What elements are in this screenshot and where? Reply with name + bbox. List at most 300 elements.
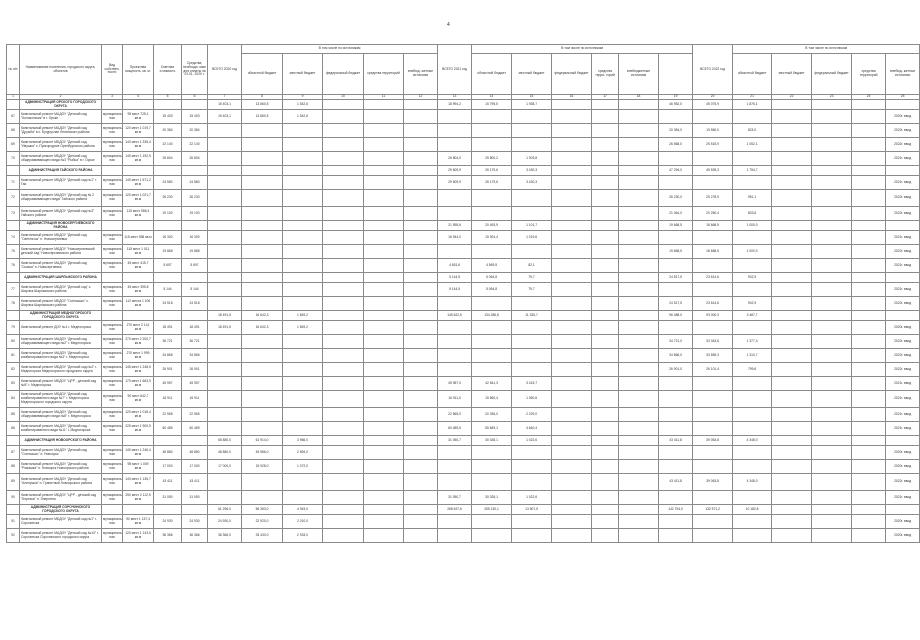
cell-own: муниципаль- ная [102,207,123,221]
cell-cost: 15 403 [154,110,182,124]
cell-o20: 61 914,0 [242,436,283,446]
cell-empty [552,190,592,207]
cell-m22: 803,6 [733,207,772,221]
table-row [7,110,920,124]
cell-t21 [438,245,472,259]
cell-cost: 24 930 [154,515,182,529]
cell-m20 [283,283,323,297]
cell-empty [619,311,659,321]
cell-o22: 33 555,3 [693,349,733,363]
cell-empty [772,138,812,152]
cell-o20: 16 642,3 [242,311,283,321]
cell-name: Капитальный ремонт МБДОУ "Детский сад №1" г. Сорочинска [20,515,102,529]
cell-t20 [208,377,242,391]
sub-header: местный бюджет [283,54,323,95]
cell-name: АДМИНИСТРАЦИЯ ГАЙСКОГО РАЙОНА [20,166,102,176]
cell-inp: 2020г. ввод [886,460,920,474]
col-header-num: № п/п [7,45,20,95]
cell-empty [812,166,852,176]
cell-o21: 255 130,1 [472,505,512,515]
cell-o20 [242,176,283,190]
cell-m22 [733,529,772,543]
column-number: 17 [592,95,619,100]
sub-header: местный бюджет [772,54,812,95]
cell-name: Капитальный ремонт МБДОУ "Детский сад" с. Шарлык Шарлыкского района [20,283,102,297]
cell-t20 [208,335,242,349]
cell-m21: 1 022,6 [512,491,552,505]
column-number: 21 [733,95,772,100]
cell-t22: 26 901,0 [659,363,693,377]
cell-cap: 140 мест 1 335,4 кв.м [123,138,154,152]
cell-m21: 82,1 [512,259,552,273]
cell-empty [619,460,659,474]
cell-t20 [208,207,242,221]
cell-t22 [659,529,693,543]
cell-empty [619,259,659,273]
cell-empty [552,529,592,543]
cell-inp: 2021г. ввод [886,422,920,436]
cell-cap: 45 мест 415,7 кв.м [123,259,154,273]
table-row [7,283,920,297]
cell-m21 [512,124,552,138]
cell-empty [552,259,592,273]
cell-empty [404,259,438,273]
cell-m22: 1 000,0 [733,245,772,259]
cell-empty [592,474,619,491]
cell-empty [852,391,886,408]
cell-empty [592,460,619,474]
cell-empty [592,297,619,311]
cell-empty [619,138,659,152]
cell-own: муниципаль- ная [102,529,123,543]
cell-empty [364,321,404,335]
cell-empty [852,176,886,190]
cell-empty [552,377,592,391]
cell-empty [812,391,852,408]
cell-o22: 26 101,4 [693,363,733,377]
cell-empty [592,100,619,110]
cell-o20 [242,391,283,408]
cell-empty [552,349,592,363]
cell-t20: 48 880,0 [208,446,242,460]
sub-header: федеральный бюджет [323,54,364,95]
district-row [7,436,920,446]
cell-own: муниципаль- ная [102,138,123,152]
cell-o20 [242,190,283,207]
cell-o21: 134 286,8 [472,311,512,321]
cell-empty [323,138,364,152]
cell-t21 [438,349,472,363]
cell-empty [772,436,812,446]
cell-empty [404,273,438,283]
cell-empty [812,207,852,221]
cell-empty [592,124,619,138]
cell-empty [404,283,438,297]
cell-o20 [242,474,283,491]
cell-m22 [733,283,772,297]
cell-m21: 79,7 [512,283,552,297]
cell-empty [812,515,852,529]
cell-o21 [472,207,512,221]
cell-name: Капитальный ремонт МБДОУ "Детский сад комбинированного вида №7" г. Медногорска Медногорского городского округа [20,391,102,408]
cell-empty [323,391,364,408]
cell-m22 [733,377,772,391]
cell-m20 [283,166,323,176]
cell-t22 [659,491,693,505]
cell-o20 [242,349,283,363]
cell-t22: 34 866,0 [659,349,693,363]
cell-t22 [659,231,693,245]
cell-rem: 16 300 [182,231,208,245]
cell-t22 [659,515,693,529]
cell-rem: 26 804 [182,152,208,166]
cell-name: Капитальный ремонт МАДОУ "Детский сад общеразвивающего вида №8" г. Медногорска [20,408,102,422]
cell-own: муниципаль- ная [102,446,123,460]
cell-m20 [283,377,323,391]
cell-t20 [208,176,242,190]
cell-own [102,221,123,231]
cell-n: 83 [7,377,20,391]
table-row [7,138,920,152]
cell-empty [364,207,404,221]
cell-empty [772,363,812,377]
cell-name: Капитальный ремонт МБДОУ "Детский сад №4" г. Медногорска Медногорского городского округа [20,363,102,377]
cell-t22 [659,110,693,124]
cell-own [102,273,123,283]
cell-empty [812,138,852,152]
cell-own: муниципаль- ная [102,283,123,297]
cell-empty [812,152,852,166]
cell-empty [812,297,852,311]
cell-t20: 61 296,0 [208,505,242,515]
cell-empty [323,529,364,543]
cell-o22 [693,408,733,422]
cell-empty [364,110,404,124]
cell-empty [592,207,619,221]
cell-m21 [512,138,552,152]
cell-empty [772,515,812,529]
cell-empty [619,207,659,221]
district-row [7,311,920,321]
cell-empty [812,321,852,335]
cell-empty [619,273,659,283]
cell-empty [852,166,886,176]
cell-n [7,221,20,231]
cell-m21 [512,245,552,259]
cell-n: 88 [7,460,20,474]
cell-m22 [733,460,772,474]
cell-name: АДМИНИСТРАЦИЯ НОВОСЕРГИЕВСКОГО РАЙОНА [20,221,102,231]
cell-inp: 2021г. ввод [886,391,920,408]
cell-empty [772,349,812,363]
cell-o20: 16 642,3 [242,321,283,335]
cell-empty [772,166,812,176]
cell-t20 [208,231,242,245]
cell-name: Капитальный ремонт МАДОУ "Детский сад "Сказка" п. Новосергиевка [20,259,102,273]
cell-m20 [283,363,323,377]
cell-n: 73 [7,207,20,221]
cell-cap: 140 мест 1 135,7 кв.м [123,474,154,491]
cell-empty [404,515,438,529]
cell-empty [592,259,619,273]
cell-empty [812,422,852,436]
cell-empty [552,436,592,446]
cell-t21 [438,335,472,349]
cell-rem: 26 901 [182,363,208,377]
cell-empty [619,100,659,110]
cell-t22: 26 568,0 [659,138,693,152]
cell-n: 74 [7,231,20,245]
cell-empty [592,505,619,515]
cell-empty [404,152,438,166]
cell-empty [364,124,404,138]
cell-empty [812,124,852,138]
cell-empty [364,491,404,505]
cell-t22 [659,391,693,408]
cell-o20 [242,207,283,221]
cell-cap: 120 мест 1 018,4 кв.м [123,408,154,422]
cell-t20 [208,138,242,152]
cell-m21 [512,297,552,311]
cell-inp: 2022г. ввод [886,207,920,221]
column-number: 24 [852,95,886,100]
cell-t21: 21 595,6 [438,221,472,231]
cell-empty [404,110,438,124]
cell-n: 91 [7,515,20,529]
column-number: 12 [404,95,438,100]
cell-empty [404,221,438,231]
cell-own [102,505,123,515]
cell-cost: 19 868 [154,245,182,259]
cell-empty [323,311,364,321]
cell-empty [852,505,886,515]
cell-m22 [733,491,772,505]
cell-inp [886,221,920,231]
cell-m20 [283,391,323,408]
cell-empty [592,436,619,446]
sub-header: областной бюджет [733,54,772,95]
cell-empty [852,207,886,221]
cell-n: 67 [7,110,20,124]
cell-m21 [512,110,552,124]
cell-m21: 1 003,8 [512,152,552,166]
cell-t22 [659,283,693,297]
cell-m20: 1 849,2 [283,321,323,335]
cell-empty [323,259,364,273]
cell-empty [364,436,404,446]
cell-empty [772,100,812,110]
cell-empty [592,152,619,166]
cell-empty [852,335,886,349]
table-row [7,491,920,505]
cell-t21: 29 609,9 [438,176,472,190]
cell-empty [772,259,812,273]
table-row [7,474,920,491]
cell-o20 [242,138,283,152]
cell-t22 [659,422,693,436]
sub-header: областной бюджет [472,54,512,95]
cell-m20: 2 894,0 [283,446,323,460]
cell-o20 [242,221,283,231]
cell-t21 [438,515,472,529]
cell-t20 [208,422,242,436]
cell-empty [323,460,364,474]
cell-empty [323,408,364,422]
cell-empty [552,363,592,377]
cell-cap: 120 мест 1 019,7 кв.м [123,124,154,138]
cell-o22: 45 539,3 [693,166,733,176]
cell-t20: 18 491,5 [208,321,242,335]
cell-rem: 22 140 [182,138,208,152]
table-row [7,124,920,138]
cell-empty [323,491,364,505]
cell-empty [364,273,404,283]
cell-empty [404,166,438,176]
cell-name: Капитальный ремонт МАДОУ "Детский сад общеразвивающего вида №2" г. Медногорска [20,335,102,349]
cell-m20: 2 010,0 [283,515,323,529]
cell-cap: 98 мест 1 009 кв.м [123,460,154,474]
cell-t22: 34 721,0 [659,335,693,349]
cell-m21 [512,363,552,377]
table-row [7,245,920,259]
cell-empty [619,446,659,460]
cell-m21: 1 101,7 [512,221,552,231]
cell-m21: 3 430,3 [512,166,552,176]
cell-empty [323,474,364,491]
cell-n: 68 [7,124,20,138]
cell-n [7,100,20,110]
cell-o22: 33 343,6 [693,335,733,349]
district-row [7,166,920,176]
cell-o22 [693,321,733,335]
cell-cost: 24 518 [154,297,182,311]
cell-t20 [208,273,242,283]
cell-m21: 1 350,6 [512,391,552,408]
cell-m21 [512,335,552,349]
cell-n: 69 [7,138,20,152]
cell-empty [772,505,812,515]
cell-inp: 2022г. ввод [886,363,920,377]
cell-rem [182,221,208,231]
cell-empty [772,391,812,408]
cell-empty [619,363,659,377]
table-row [7,152,920,166]
cell-inp: 2021г. ввод [886,231,920,245]
district-row [7,273,920,283]
cell-cap [123,166,154,176]
cell-m20 [283,408,323,422]
cell-own: муниципаль- ная [102,321,123,335]
cell-m20: 4 943,0 [283,505,323,515]
cell-t22: 20 384,0 [659,124,693,138]
cell-empty [772,207,812,221]
cell-own: муниципаль- ная [102,335,123,349]
cell-empty [323,124,364,138]
cell-cost: 22 140 [154,138,182,152]
cell-o22: 23 614,6 [693,297,733,311]
cell-empty [619,408,659,422]
cell-empty [772,221,812,231]
cell-empty [852,297,886,311]
cell-empty [619,166,659,176]
col-header-capacity: Проектная мощность, кв. м. [123,45,154,95]
cell-empty [852,259,886,273]
cell-o22 [693,529,733,543]
cell-m21 [512,460,552,474]
cell-rem [182,436,208,446]
column-number: 11 [364,95,404,100]
cell-name: АДМИНИСТРАЦИЯ ОРСКОГО ГОРОДСКОГО ОКРУГА [20,100,102,110]
cell-empty [323,190,364,207]
cell-cost: 26 901 [154,363,182,377]
cell-m21 [512,321,552,335]
cell-rem [182,100,208,110]
cell-m20 [283,273,323,283]
cell-own [102,166,123,176]
cell-empty [772,321,812,335]
cell-m22 [733,422,772,436]
cell-inp: 2021г. ввод [886,176,920,190]
cell-inp: 2020г. ввод [886,515,920,529]
cell-rem: 24 580 [182,176,208,190]
cell-empty [364,422,404,436]
cell-empty [552,505,592,515]
cell-empty [619,124,659,138]
cell-n: 82 [7,363,20,377]
cell-t21: 45 957,0 [438,377,472,391]
cell-m20: 1 849,2 [283,311,323,321]
cell-empty [323,321,364,335]
column-number: 8 [242,95,283,100]
cell-empty [812,283,852,297]
cell-n: 86 [7,422,20,436]
cell-empty [364,245,404,259]
cell-t22 [659,377,693,391]
cell-inp: 2021г. ввод [886,283,920,297]
cell-empty [364,190,404,207]
cell-t21 [438,124,472,138]
cell-o20 [242,422,283,436]
cell-m22 [733,446,772,460]
cell-empty [812,110,852,124]
cell-empty [619,176,659,190]
sub-header: внебюд- жетные источники [886,54,920,95]
cell-t21 [438,529,472,543]
cell-name: Капитальный ремонт МБДОУ "Детский сад №1" г. Гая [20,176,102,190]
col-header-total-2020: ВСЕГО 2020 год [208,45,242,95]
table-row [7,422,920,436]
cell-empty [552,152,592,166]
cell-m22: 1 754,7 [733,166,772,176]
cell-cost: 26 230 [154,190,182,207]
cell-cost: 19 100 [154,207,182,221]
cell-inp: 2020г. ввод [886,321,920,335]
cell-cap: 270 мест 1 999 кв.м [123,349,154,363]
cell-empty [812,408,852,422]
cell-cost: 60 489 [154,422,182,436]
cell-n: 76 [7,259,20,273]
sub-header: федеральный бюджет [552,54,592,95]
col-header-type: Вид собствен- ности [102,45,123,95]
cell-empty [812,363,852,377]
cell-empty [364,221,404,231]
cell-rem: 24 518 [182,297,208,311]
cell-m21 [512,529,552,543]
cell-empty [852,311,886,321]
cell-o20: 13 860,5 [242,100,283,110]
cell-m20 [283,245,323,259]
cell-t20 [208,474,242,491]
